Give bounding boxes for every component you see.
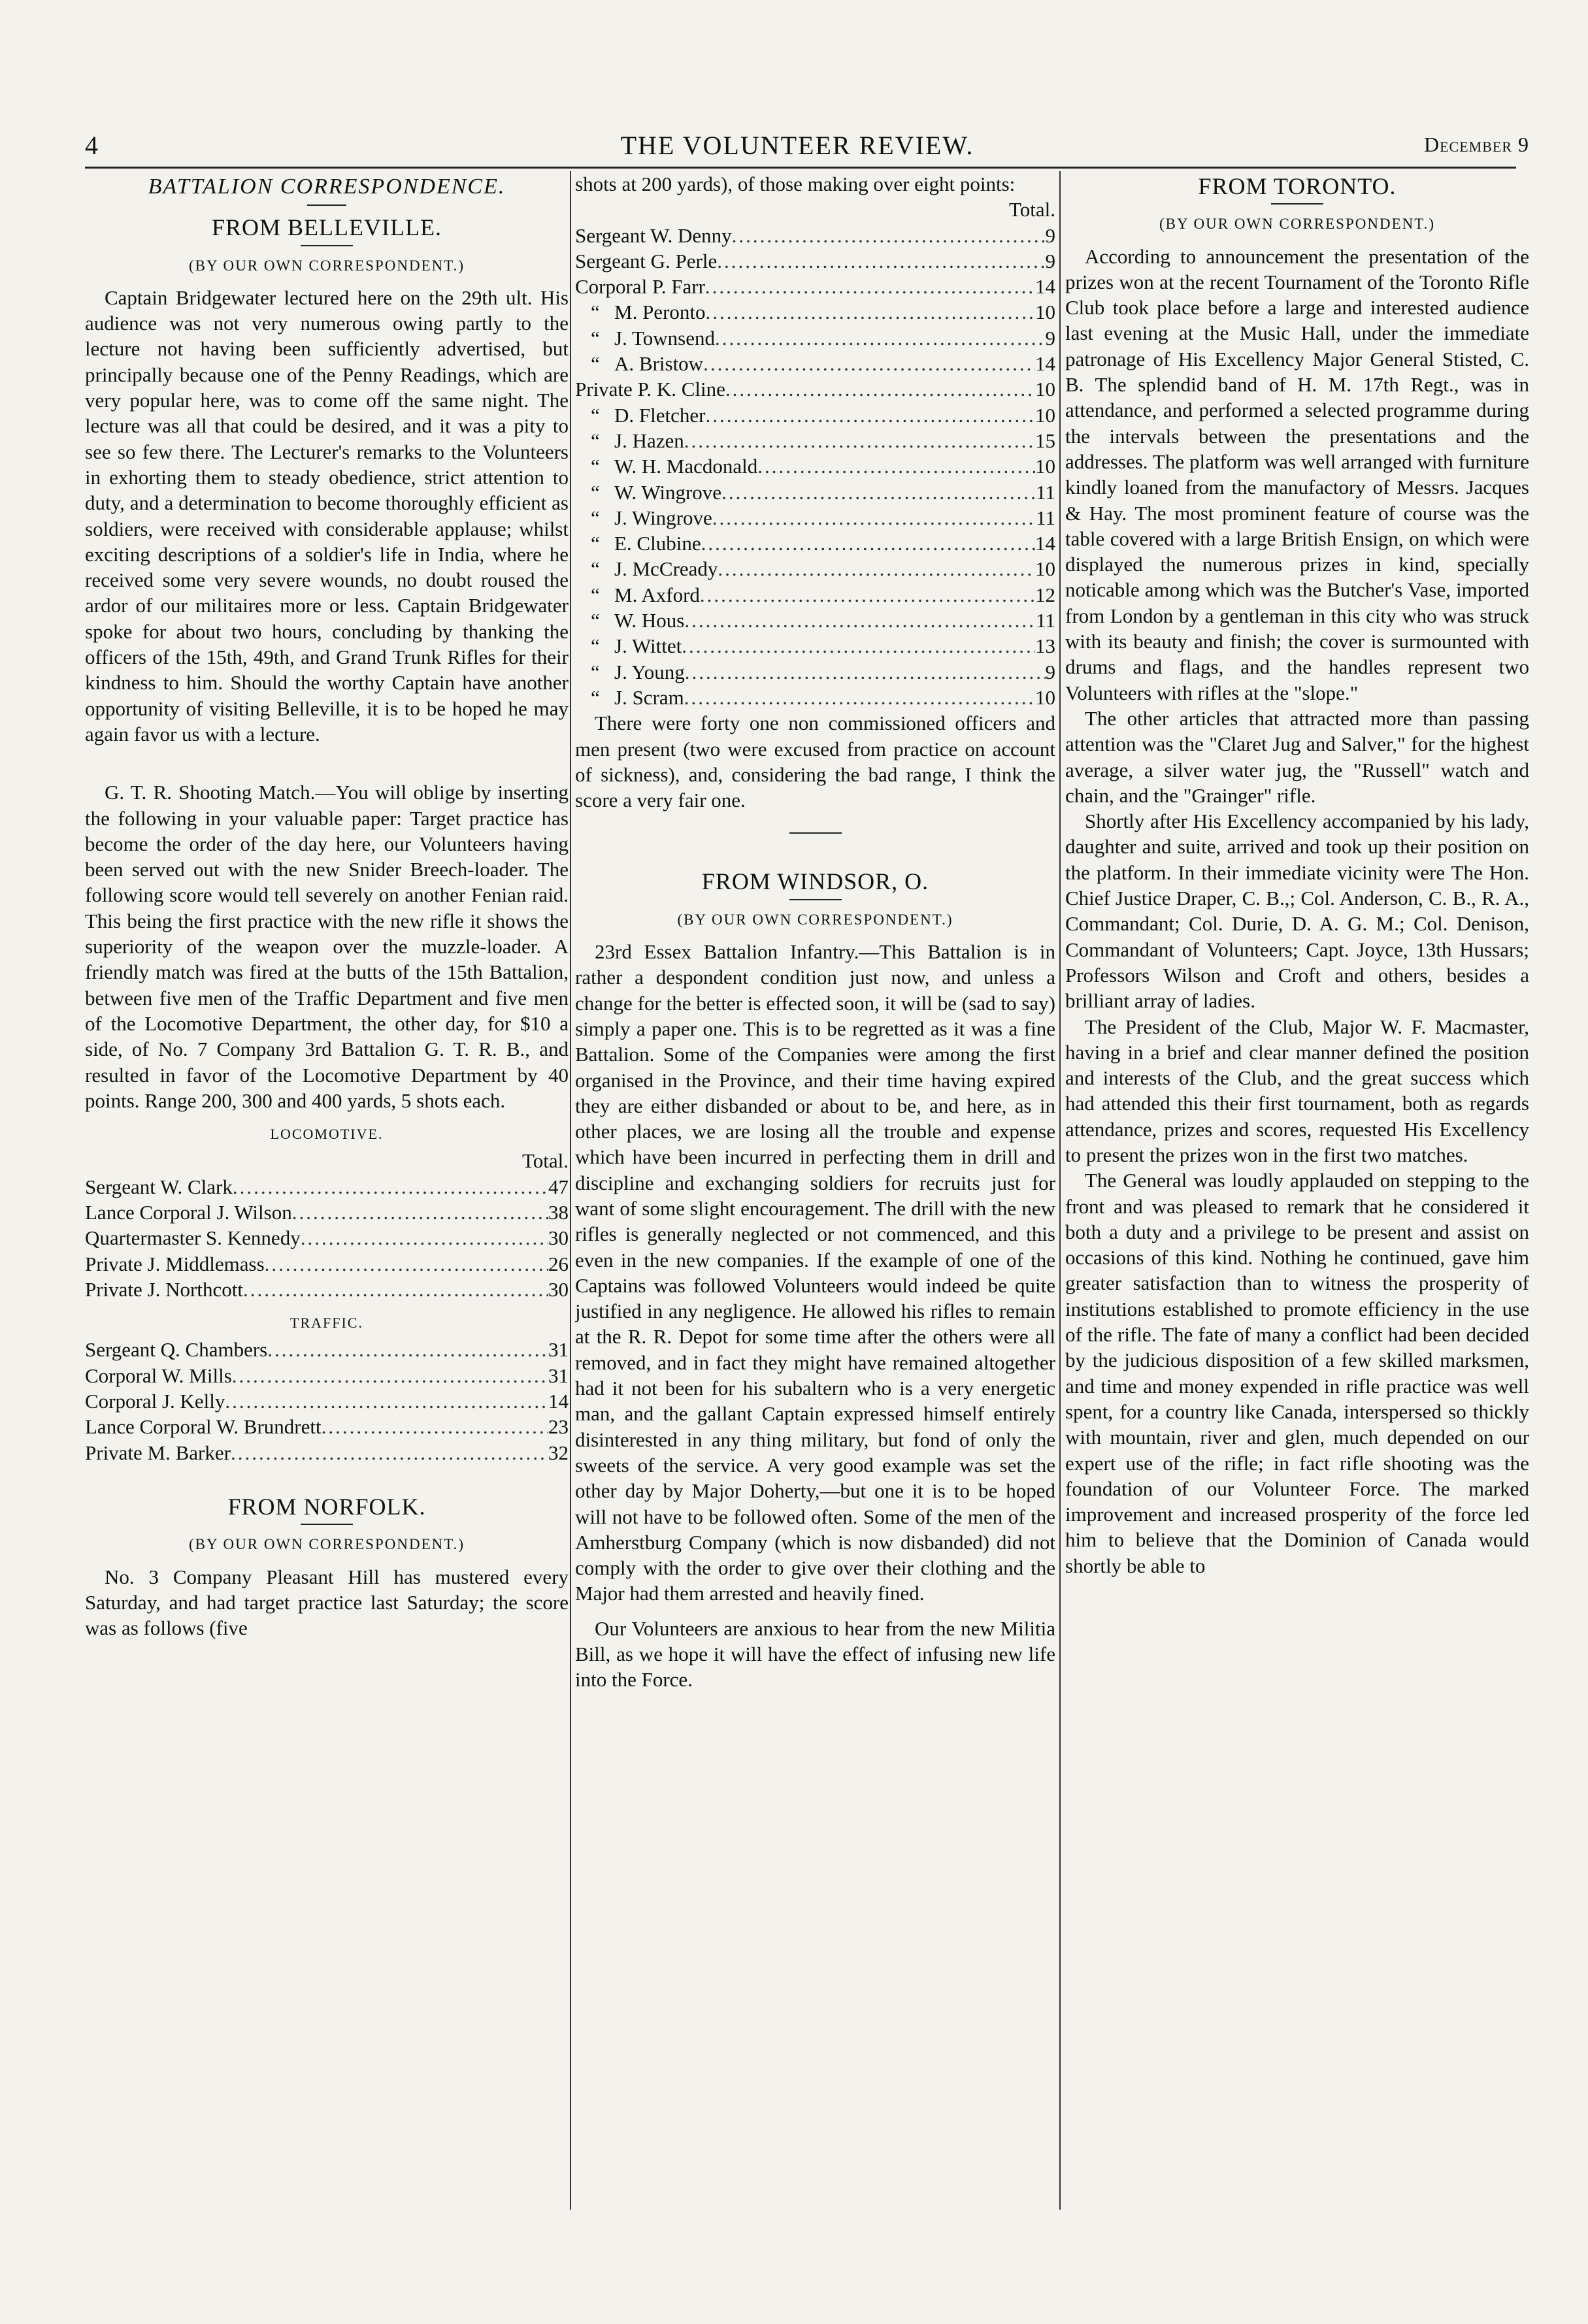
leader-dots [267, 1337, 548, 1362]
score-name: “ J. Townsend [575, 325, 715, 351]
score-name: Sergeant W. Denny [575, 223, 732, 247]
score-row [85, 1200, 569, 1225]
score-name: “ A. Bristow [575, 351, 703, 376]
article-body: No. 3 Company Pleasant Hill has mustered every Saturday, and had target practice last Saturday; the score was as follows (five [85, 1565, 569, 1640]
score-name: Sergeant W. Clark [85, 1175, 233, 1198]
score-value: 10 [1035, 685, 1055, 709]
column-divider [570, 171, 571, 2210]
article-body: G. T. R. Shooting Match.—You will oblige by inserting the following in your valuable paper: Target practice has become the order of the day here, our Volunteers having been served out with the new Snider Breech-loader. The following score would tell severely on another Fenian raid. This being the first practice with the new rifle it shows the superiority of the weapon over the muzzle-loader. A friendly match was fired at the butts of the 15th Battalion, between five men of the Traffic Department and five men of the Locomotive Department, the other day, for $10 a side, of No. 7 Company 3rd Battalion G. T. R. B., and resulted in favor of the Locomotive Department by 40 points. Range 200, 300 and 400 yards, 5 shots each. [85, 781, 569, 1112]
article-body: The President of the Club, Major W. F. Macmaster, having in a brief and clear manner defined the position and interests of the Club, and the great success which had attended this their first tournament, both as regards attendance, prizes and scores, requested His Excellency to present the prizes won in the first two matches. [1065, 1015, 1529, 1166]
score-row [85, 1414, 569, 1439]
score-name: Private J. Northcott [85, 1277, 243, 1301]
score-name: Sergeant Q. Chambers [85, 1338, 268, 1362]
score-value: 30 [548, 1226, 569, 1250]
leader-dots [721, 480, 1036, 505]
total-header: Total. [521, 1149, 569, 1173]
article-body: shots at 200 yards), of those making over eight points: [575, 172, 1016, 195]
leader-dots [757, 453, 1035, 479]
leader-dots [718, 556, 1035, 581]
article-body: 23rd Essex Battalion Infantry.—This Battalion is in rather a despondent condition just now, and unless a change for the better is effected soon, it will be (sad to say) simply a paper one. This is to be regretted as it was a fine Battalion. Some of the Companies were among the first organised in the Province, and their time having expired they are either disbanded or about to be, and here, as in other places, we are losing all the trouble and expense which have been incurred in perfecting them in drill and discipline and exchanging soldiers for recruits just for want of some slight encouragement. The drill with the new rifles is generally neglected or not commenced, and this even in the new companies. If the example of one of the Captains was followed Volunteers would indeed be quite justified in any negligence. He allowed his rifles to remain at the R. R. Depot for some time after the others were all removed, and in fact they might have remained altogether had it not been for his subaltern who is a very energetic man, and the gallant Captain expressed himself entirely disinterested in any thing military, but fond of only the sweets of the service. A very good example was set the other day by Major Doherty,—but one it is to be hoped will not have to be followed often. Some of the men of the Amherstburg Company (which is now disbanded) did not comply with the order to give over their clothing and the Major had them arrested and heavily fined. [575, 940, 1055, 1605]
leader-dots [701, 531, 1035, 556]
page-number: 4 [85, 131, 98, 160]
leader-dots [243, 1277, 548, 1302]
score-row [85, 1174, 569, 1200]
divider [307, 205, 346, 206]
score-row [575, 608, 1055, 633]
score-name: Sergeant G. Perle [575, 249, 718, 272]
score-value: 47 [548, 1175, 569, 1198]
article-byline: (BY OUR OWN CORRESPONDENT.) [189, 257, 465, 274]
article-heading: FROM BELLEVILLE. [212, 214, 442, 241]
score-name: “ J. McCready [575, 556, 718, 581]
score-name: “ J. Wingrove [575, 505, 712, 531]
score-row [85, 1388, 569, 1414]
header-rule [85, 167, 1516, 169]
score-row [575, 428, 1055, 453]
score-value: 23 [548, 1415, 569, 1439]
score-value: 10 [1035, 557, 1055, 581]
score-value: 14 [1035, 532, 1055, 555]
score-row [575, 556, 1055, 581]
leader-dots [292, 1200, 548, 1225]
score-row [575, 299, 1055, 325]
issue-date: December 9 [1423, 133, 1529, 156]
article-body: Our Volunteers are anxious to hear from the new Militia Bill, as we hope it will have the effect of infusing new life into the Force. [575, 1616, 1055, 1692]
section-title: BATTALION CORRESPONDENCE. [148, 174, 506, 199]
leader-dots [684, 685, 1035, 710]
leader-dots [684, 608, 1036, 633]
score-value: 32 [548, 1441, 569, 1464]
leader-dots [232, 1363, 548, 1388]
score-name: “ W. Hous [575, 608, 684, 633]
score-value: 10 [1035, 301, 1055, 324]
score-list [85, 1174, 569, 1302]
score-row [85, 1440, 569, 1465]
score-name: Corporal J. Kelly [85, 1390, 225, 1413]
leader-dots [233, 1174, 548, 1200]
score-value: 11 [1036, 506, 1055, 529]
score-value: 10 [1035, 378, 1055, 401]
article-body: Shortly after His Excellency accompanied by his lady, daughter and suite, arrived and took up their position on the platform. In their immediate vicinity were The Hon. Chief Justice Draper, C. B.,; Col. Anderson, C. B., R. A., Commandant; Col. Durie, D. A. G. M.; Col. Denison, Commandant of Volunteers; Capt. Joyce, 13th Hussars; Professors Wilson and Croft and others, besides a brilliant array of ladies. [1065, 810, 1529, 1013]
score-row [575, 480, 1055, 505]
score-row [575, 248, 1055, 274]
score-value: 14 [1035, 275, 1055, 299]
leader-dots [301, 1225, 548, 1251]
score-row [85, 1225, 569, 1251]
page-header [65, 127, 1529, 167]
score-value: 30 [548, 1277, 569, 1301]
leader-dots [231, 1440, 548, 1465]
divider [301, 245, 353, 246]
score-row [575, 685, 1055, 710]
leader-dots [712, 505, 1036, 531]
score-value: 14 [1035, 352, 1055, 376]
leader-dots [684, 428, 1035, 453]
score-name: “ J. Young [575, 659, 685, 685]
score-value: 9 [1045, 326, 1055, 350]
score-list [575, 223, 1055, 711]
team-label: LOCOMOTIVE. [270, 1126, 384, 1143]
article-body: The General was loudly applauded on stepping to the front and was pleased to remark that he considered it both a duty and a privilege to be present and assist on occasions of this kind. Nothing he continued, gave him greater satisfaction than to witness the prosperity of institutions established to promote efficiency in the use of the rifle. The fate of many a conflict had been decided by the judicious disposition of a few skilled marksmen, and time and money expended in rifle practice was well spent, for a country like Canada, interspersed so thickly with mountain, river and glen, much depended on our expert use of the rifle; in fact rifle shooting was the foundation of our Volunteer Force. The marked improvement and increased prosperity of the force led him to believe that the Dominion of Canada would shortly be able to [1065, 1169, 1529, 1577]
divider [1271, 203, 1323, 205]
score-row [575, 531, 1055, 556]
divider [789, 899, 842, 900]
leader-dots [705, 274, 1035, 299]
leader-dots [265, 1251, 548, 1277]
leader-dots [715, 325, 1046, 351]
score-list [85, 1337, 569, 1465]
score-name: “ W. Wingrove [575, 480, 721, 505]
score-name: “ J. Wittet [575, 633, 682, 659]
column-3 [1065, 171, 1529, 2197]
leader-dots [725, 376, 1035, 402]
score-row [85, 1277, 569, 1302]
score-name: Corporal W. Mills [85, 1364, 232, 1387]
score-row [575, 376, 1055, 402]
leader-dots [717, 248, 1045, 274]
leader-dots [225, 1388, 548, 1414]
column-divider [1059, 171, 1061, 2210]
score-value: 31 [548, 1338, 569, 1362]
score-value: 31 [548, 1364, 569, 1387]
score-value: 10 [1035, 403, 1055, 427]
score-value: 9 [1045, 660, 1055, 683]
score-row [575, 274, 1055, 299]
score-name: “ M. Axford [575, 582, 700, 608]
score-name: Private J. Middlemass [85, 1252, 265, 1275]
score-name: Lance Corporal J. Wilson [85, 1200, 292, 1224]
article-body: Captain Bridgewater lectured here on the 29th ult. His audience was not very numerous owing partly to the lecture not having been sufficiently advertised, but principally because one of the Penny Readings, which are very popular here, was to come off the same night. The lecture was all that could be desired, and it was a pity to see so few there. The Lecturer's remarks to the Volunteers in exhorting them to steady obedience, strict attention to duty, and a determination to become thoroughly efficient as soldiers, were received with considerable applause; whilst exciting descriptions of a soldier's life in India, where he received some very severe wounds, no doubt roused the ardor of our militaires more or less. Captain Bridgewater spoke for about two hours, concluding by thanking the officers of the 15th, 49th, and Grand Trunk Rifles for their kindness to him. Should the worthy Captain have another opportunity of visiting Belleville, it is to be hoped he may again favor us with a lecture. [85, 286, 569, 745]
score-row [575, 223, 1055, 248]
score-row [575, 351, 1055, 376]
score-name: “ M. Peronto [575, 299, 706, 325]
score-value: 11 [1036, 480, 1055, 504]
leader-dots [706, 299, 1036, 325]
article-heading: FROM TORONTO. [1198, 173, 1397, 199]
divider [301, 1524, 353, 1525]
article-byline: (BY OUR OWN CORRESPONDENT.) [189, 1536, 465, 1553]
leader-dots [732, 223, 1046, 248]
score-name: Corporal P. Farr [575, 275, 705, 299]
score-value: 38 [548, 1200, 569, 1224]
divider [789, 832, 842, 834]
leader-dots [682, 633, 1035, 659]
score-name: “ J. Hazen [575, 428, 684, 453]
score-name: “ E. Clubine [575, 531, 701, 556]
leader-dots [322, 1414, 548, 1439]
score-value: 9 [1045, 223, 1055, 247]
score-value: 14 [548, 1390, 569, 1413]
score-name: “ W. H. Macdonald [575, 453, 757, 479]
score-row [575, 505, 1055, 531]
score-value: 15 [1035, 429, 1055, 452]
score-row [575, 325, 1055, 351]
score-name: Private M. Barker [85, 1441, 231, 1464]
leader-dots [703, 351, 1035, 376]
score-name: Quartermaster S. Kennedy [85, 1226, 301, 1250]
article-heading: FROM WINDSOR, O. [701, 868, 929, 895]
score-value: 9 [1045, 249, 1055, 272]
score-value: 11 [1036, 609, 1055, 632]
article-body: There were forty one non commissioned officers and men present (two were excused from practice on account of sickness), and, considering the bad range, I think the score a very fair one. [575, 712, 1055, 812]
column-2 [575, 171, 1055, 2197]
score-name: “ D. Fletcher [575, 402, 705, 428]
score-name: Private P. K. Cline [575, 378, 725, 401]
score-row [575, 582, 1055, 608]
leader-dots [685, 659, 1046, 685]
team-label: TRAFFIC. [290, 1315, 363, 1332]
score-row [85, 1363, 569, 1388]
leader-dots [700, 582, 1035, 608]
article-heading: FROM NORFOLK. [227, 1493, 426, 1520]
score-value: 12 [1035, 583, 1055, 606]
newspaper-title: THE VOLUNTEER REVIEW. [620, 131, 974, 160]
score-name: “ J. Scram [575, 685, 684, 710]
score-row [575, 659, 1055, 685]
score-value: 10 [1035, 455, 1055, 478]
total-header: Total. [1008, 198, 1055, 221]
score-row [575, 633, 1055, 659]
score-row [85, 1251, 569, 1277]
leader-dots [705, 402, 1035, 428]
score-value: 13 [1035, 634, 1055, 658]
article-body: According to announcement the presentation of the prizes won at the recent Tournament of the Toronto Rifle Club took place before a large and interested audience last evening at the Music Hall, under the immediate patronage of His Excellency Major General Stisted, C. B. The splendid band of H. M. 17th Regt., was in attendance, and performed a selected programme during the intervals between the presentations and the addresses. The platform was well arranged with furniture kindly loaned from the manufactory of Messrs. Jacques & Hay. The most prominent feature of course was the table covered with a large British Ensign, on which were displayed the numerous prizes in kind, specially noticable among which was the Butcher's Vase, imported from London by a gentleman in this city who was struck with its beauty and finish; the cover is surmounted with drums and flags, and the handles represent two Volunteers with rifles at the "slope." [1065, 244, 1529, 704]
score-row [575, 402, 1055, 428]
column-1 [85, 171, 569, 2197]
article-byline: (BY OUR OWN CORRESPONDENT.) [1159, 216, 1435, 233]
article-body: The other articles that attracted more than passing attention was the "Claret Jug and Salver," for the highest average, a silver water jug, the "Russell" watch and chain, and the "Grainger" rifle. [1065, 706, 1529, 807]
score-row [575, 453, 1055, 479]
score-name: Lance Corporal W. Brundrett [85, 1415, 322, 1439]
score-row [85, 1337, 569, 1362]
article-byline: (BY OUR OWN CORRESPONDENT.) [677, 911, 953, 928]
score-value: 26 [548, 1252, 569, 1275]
